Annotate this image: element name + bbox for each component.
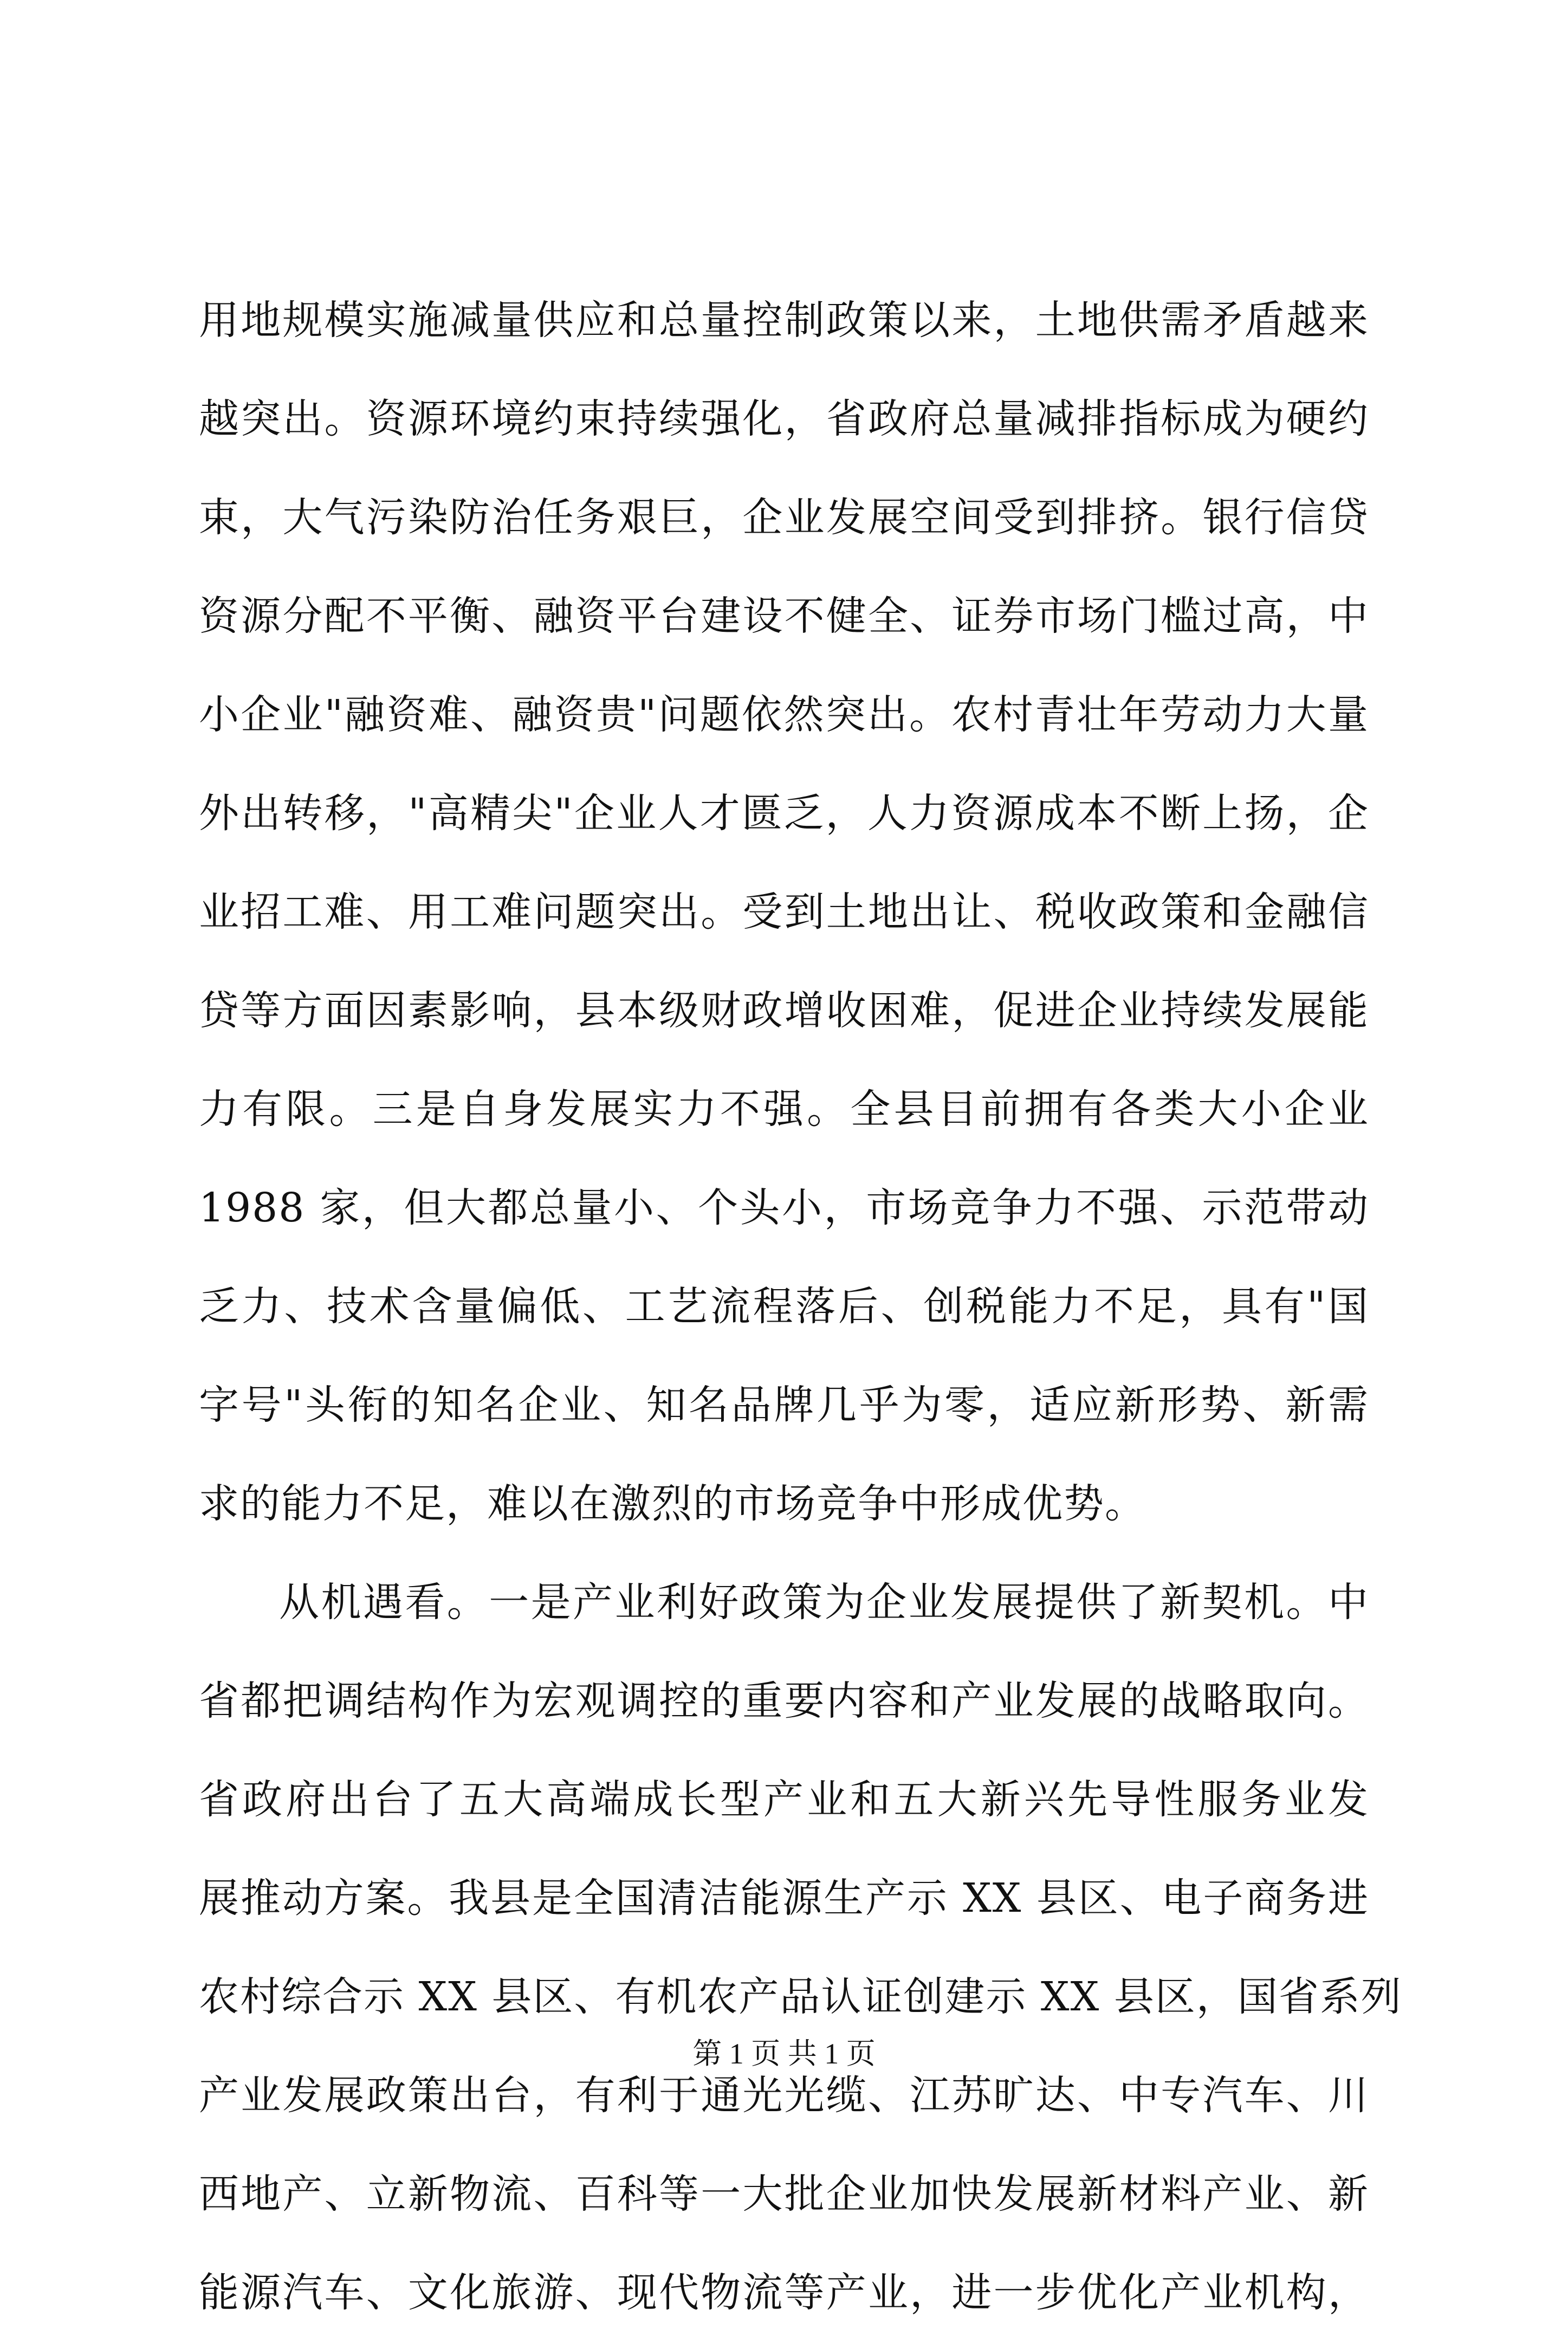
text-line: 省政府出台了五大高端成长型产业和五大新兴先导性服务业发 [199,1776,1369,1823]
text-line: 西地产、立新物流、百科等一大批企业加快发展新材料产业、新 [199,2171,1369,2217]
text-line: 1988 家，但大都总量小、个头小，市场竞争力不强、示范带动 [199,1185,1369,1231]
text-line: 字号"头衔的知名企业、知名品牌几乎为零，适应新形势、新需 [199,1382,1369,1428]
text-line: 产业发展政策出台，有利于通光光缆、江苏旷达、中专汽车、川 [199,2072,1369,2119]
text-line: 贷等方面因素影响，县本级财政增收困难，促进企业持续发展能 [199,987,1369,1034]
text-line: 力有限。三是自身发展实力不强。全县目前拥有各类大小企业 [199,1086,1369,1133]
text-line: 求的能力不足，难以在激烈的市场竞争中形成优势。 [199,1480,1146,1527]
text-line: 用地规模实施减量供应和总量控制政策以来，土地供需矛盾越来 [199,297,1369,344]
text-line: 资源分配不平衡、融资平台建设不健全、证券市场门槛过高，中 [199,593,1369,639]
page-footer: 第 1 页 共 1 页 [692,2037,876,2070]
text-line: 乏力、技术含量偏低、工艺流程落后、创税能力不足，具有"国 [199,1283,1369,1330]
text-line: 能源汽车、文化旅游、现代物流等产业，进一步优化产业机构， [199,2269,1369,2316]
document-body [199,271,1402,2342]
paragraph [199,1553,1402,2342]
text-line: 越突出。资源环境约束持续强化，省政府总量减排指标成为硬约 [199,396,1369,442]
text-line: 农村综合示 XX 县区、有机农产品认证创建示 XX 县区，国省系列 [199,1974,1402,2020]
text-line: 省都把调结构作为宏观调控的重要内容和产业发展的战略取向。 [199,1678,1369,1724]
paragraph [199,271,1369,1553]
text-line: 业招工难、用工难问题突出。受到土地出让、税收政策和金融信 [199,889,1369,935]
text-line: 小企业"融资难、融资贵"问题依然突出。农村青壮年劳动力大量 [199,691,1369,738]
text-line: 束，大气污染防治任务艰巨，企业发展空间受到排挤。银行信贷 [199,494,1369,541]
text-line: 外出转移，"高精尖"企业人才匮乏，人力资源成本不断上扬，企 [199,790,1369,837]
text-line: 展推动方案。我县是全国清洁能源生产示 XX 县区、电子商务进 [199,1875,1369,1922]
text-line: 从机遇看。一是产业利好政策为企业发展提供了新契机。中 [279,1579,1369,1626]
